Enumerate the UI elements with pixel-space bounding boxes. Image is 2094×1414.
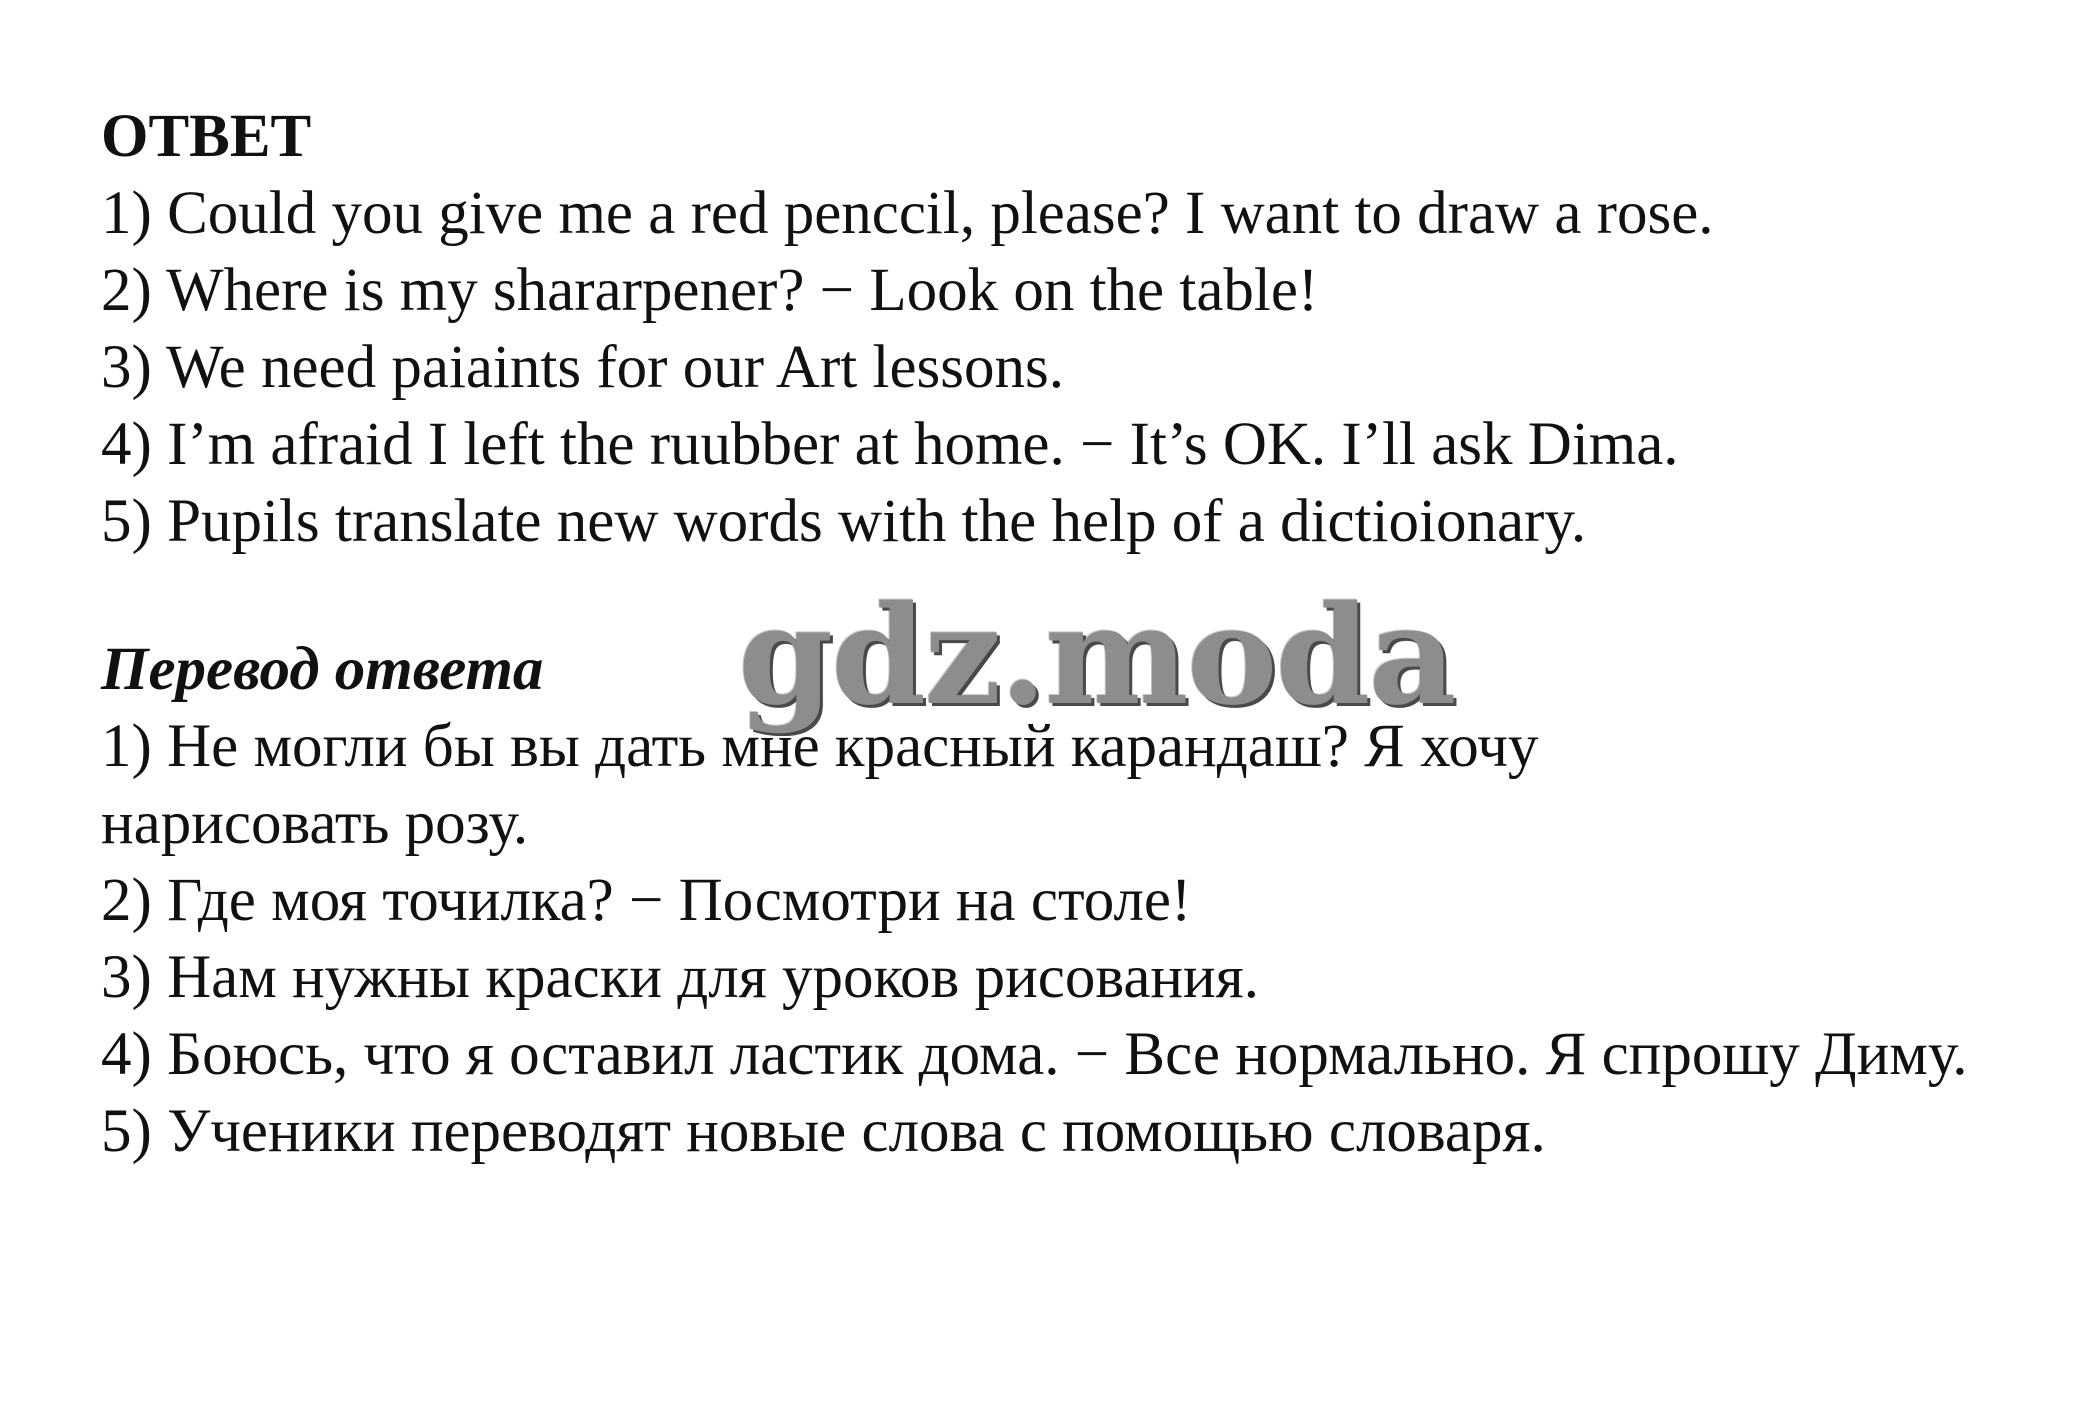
translation-line: 3) Нам нужны краски для уроков рисования. (101, 944, 1259, 1011)
translation-line: 2) Где моя точилка? − Посмотри на столе! (101, 867, 1192, 934)
translation-line: 4) Боюсь, что я оставил ластик дома. − Все нормально. Я спрошу Диму. (101, 1021, 1968, 1088)
translation-line: 5) Ученики переводят новые слова с помощью словаря. (101, 1098, 1546, 1165)
translation-line: 1) Не могли бы вы дать мне красный карандаш? Я хочу нарисовать розу. (101, 713, 1539, 857)
answer-line: 3) We need paiaints for our Art lessons. (101, 334, 1064, 401)
answer-line: 5) Pupils translate new words with the help of a dictioionary. (101, 488, 1587, 555)
answer-heading: ОТВЕТ (101, 103, 312, 170)
watermark-logo: gdz.moda (738, 576, 1455, 736)
answer-line: 4) I’m afraid I left the ruubber at home. − It’s OK. I’ll ask Dima. (101, 411, 1679, 478)
answer-line: 1) Could you give me a red penccil, please? I want to draw a rose. (101, 180, 1714, 247)
answer-line: 2) Where is my shararpener? − Look on the table! (101, 257, 1319, 324)
translation-heading: Перевод ответа (101, 636, 544, 703)
